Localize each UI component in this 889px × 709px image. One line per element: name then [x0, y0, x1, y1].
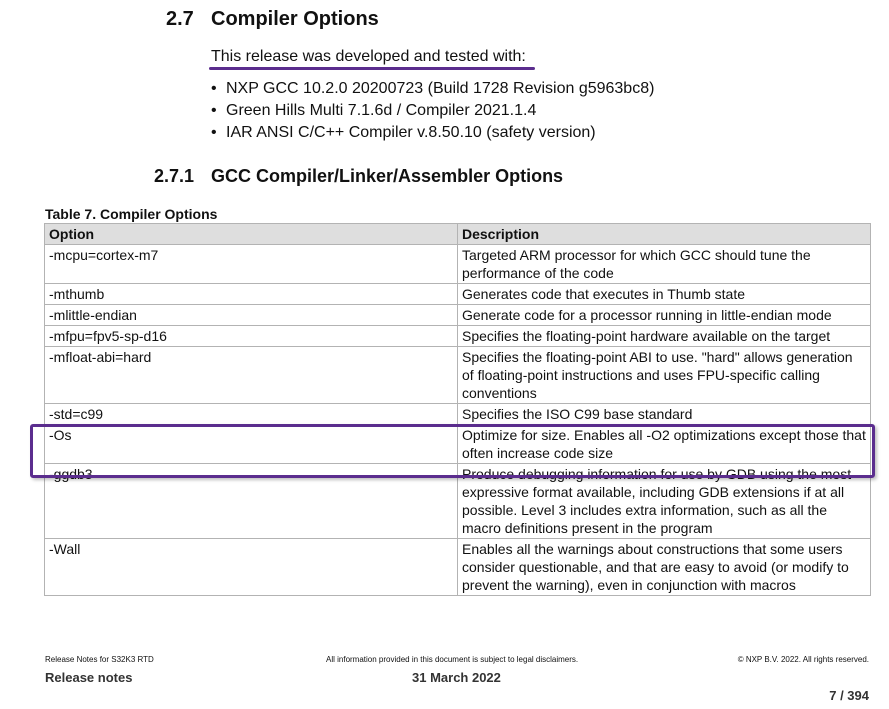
- subsection-title: GCC Compiler/Linker/Assembler Options: [211, 166, 564, 186]
- footer-label: Release notes: [45, 670, 133, 685]
- compiler-options-table: [44, 223, 871, 596]
- table-row: [45, 347, 871, 404]
- list-item: • IAR ANSI C/C++ Compiler v.8.50.10 (safety version): [211, 122, 654, 144]
- annotation-underline: [209, 67, 535, 70]
- description-cell: Produce debugging information for use by GDB using the most expressive format available, including GDB extensions if at all possible. Level 3 includes extra information, such as all the macro definitions present in the program: [458, 464, 871, 539]
- highlight-box: [30, 424, 875, 478]
- footer-copyright: © NXP B.V. 2022. All rights reserved.: [737, 655, 869, 664]
- table-row: [45, 245, 871, 284]
- description-cell: Enables all the warnings about constructions that some users consider questionable, and that are easy to avoid (or modify to prevent the warning), even in conjunction with macros: [458, 539, 871, 596]
- page-number: 7 / 394: [829, 688, 869, 703]
- option-cell: -mthumb: [45, 284, 458, 305]
- section-title: Compiler Options: [211, 8, 379, 30]
- description-cell: Specifies the floating-point hardware available on the target: [458, 326, 871, 347]
- table-caption: Table 7. Compiler Options: [45, 206, 218, 222]
- table-header-row: [45, 224, 871, 245]
- intro-text: This release was developed and tested with:: [211, 48, 526, 65]
- description-cell: Generates code that executes in Thumb state: [458, 284, 871, 305]
- column-header-option: Option: [45, 224, 458, 245]
- footer-doc-title: Release Notes for S32K3 RTD: [45, 655, 154, 664]
- option-cell: -ggdb3: [45, 464, 458, 539]
- list-item: • Green Hills Multi 7.1.6d / Compiler 2021.1.4: [211, 100, 654, 122]
- subsection-heading: [154, 166, 563, 187]
- table-row: [45, 284, 871, 305]
- table-row: [45, 305, 871, 326]
- footer-disclaimer: All information provided in this document is subject to legal disclaimers.: [326, 655, 579, 664]
- compiler-list: [211, 78, 654, 144]
- option-cell: -mlittle-endian: [45, 305, 458, 326]
- description-cell: Optimize for size. Enables all -O2 optimizations except those that often increase code size: [458, 425, 871, 464]
- table-row: [45, 326, 871, 347]
- option-cell: -Os: [45, 425, 458, 464]
- option-cell: -std=c99: [45, 404, 458, 425]
- column-header-description: Description: [458, 224, 871, 245]
- subsection-number: 2.7.1: [154, 166, 195, 186]
- description-cell: Generate code for a processor running in little-endian mode: [458, 305, 871, 326]
- table-row: [45, 539, 871, 596]
- description-cell: Targeted ARM processor for which GCC should tune the performance of the code: [458, 245, 871, 284]
- option-cell: -mfloat-abi=hard: [45, 347, 458, 404]
- list-item: • NXP GCC 10.2.0 20200723 (Build 1728 Revision g5963bc8): [211, 78, 654, 100]
- description-cell: Specifies the floating-point ABI to use. "hard" allows generation of floating-point instructions and uses FPU-specific calling conventions: [458, 347, 871, 404]
- option-cell: -mfpu=fpv5-sp-d16: [45, 326, 458, 347]
- section-number: 2.7: [166, 8, 194, 30]
- option-cell: -mcpu=cortex-m7: [45, 245, 458, 284]
- table-row: [45, 404, 871, 425]
- option-cell: -Wall: [45, 539, 458, 596]
- description-cell: Specifies the ISO C99 base standard: [458, 404, 871, 425]
- footer-date: 31 March 2022: [412, 670, 501, 685]
- section-heading: [166, 8, 379, 31]
